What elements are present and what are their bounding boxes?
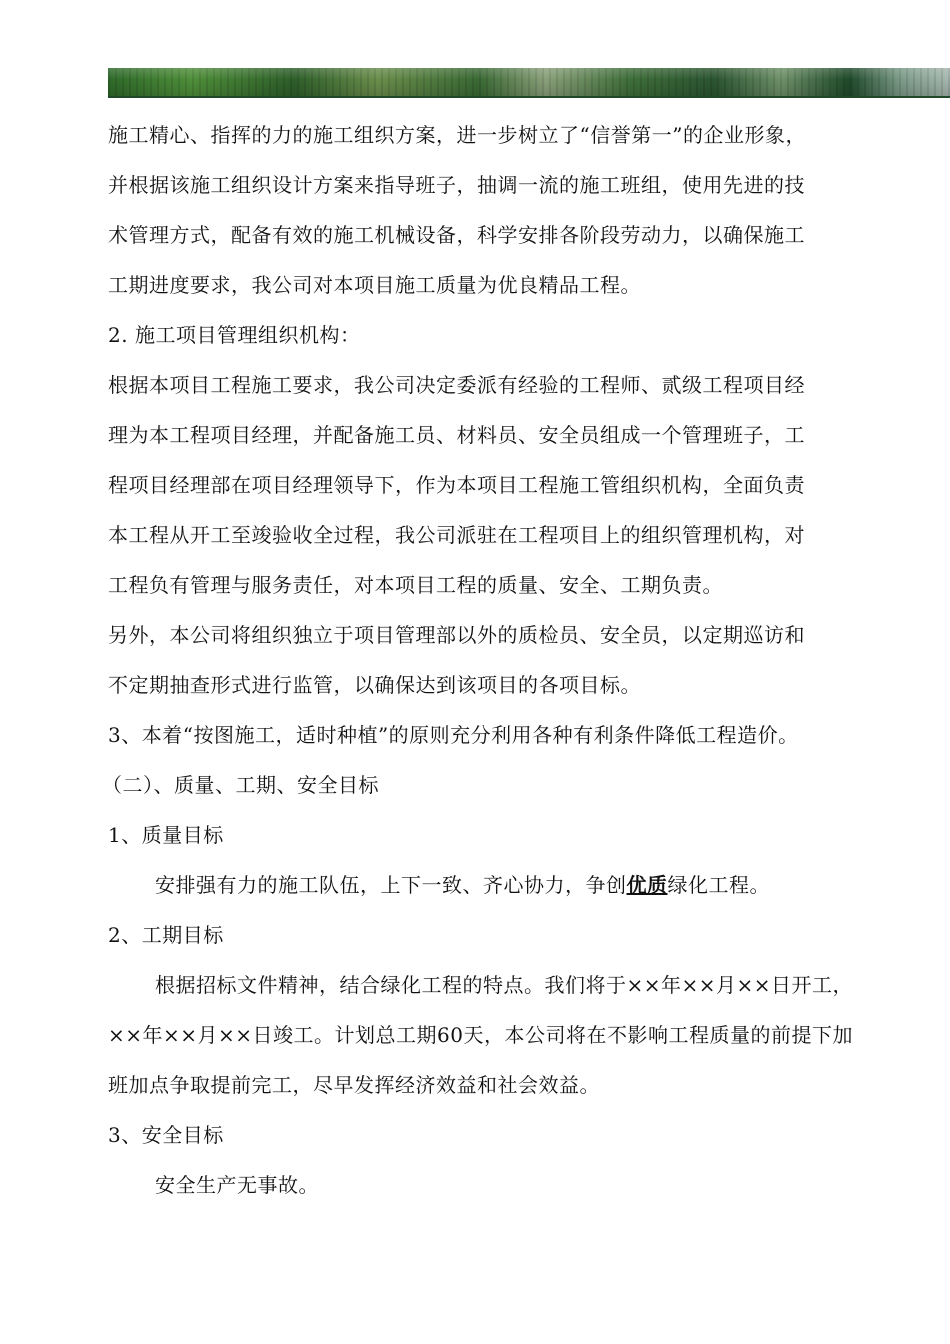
paragraph-line: 程项目经理部在项目经理领导下，作为本项目工程施工管组织机构，全面负责 <box>108 473 805 497</box>
text-run: 安排强有力的施工队伍，上下一致、齐心协力，争创 <box>155 873 627 897</box>
header-banner-image <box>108 68 950 96</box>
paragraph-line: 本工程从开工至竣验收全过程，我公司派驻在工程项目上的组织管理机构，对 <box>108 523 805 547</box>
paragraph-line: 根据本项目工程施工要求，我公司决定委派有经验的工程师、贰级工程项目经 <box>108 373 805 397</box>
paragraph-line: 术管理方式，配备有效的施工机械设备，科学安排各阶段劳动力，以确保施工 <box>108 223 805 247</box>
paragraph-line: 另外，本公司将组织独立于项目管理部以外的质检员、安全员，以定期巡访和 <box>108 623 805 647</box>
paragraph-line: 安全生产无事故。 <box>155 1173 319 1197</box>
paragraph-line: ××年××月××日竣工。计划总工期60天，本公司将在不影响工程质量的前提下加 <box>108 1023 853 1047</box>
subsection-heading: 3、安全目标 <box>108 1123 224 1147</box>
paragraph-line: 根据招标文件精神，结合绿化工程的特点。我们将于××年××月××日开工， <box>155 973 854 997</box>
section-heading: 2. 施工项目管理组织机构： <box>108 323 361 347</box>
paragraph-line: 理为本工程项目经理，并配备施工员、材料员、安全员组成一个管理班子，工 <box>108 423 805 447</box>
subsection-heading: 2、工期目标 <box>108 923 224 947</box>
paragraph-line: 3、本着“按图施工，适时种植”的原则充分利用各种有利条件降低工程造价。 <box>108 723 799 747</box>
emphasized-text: 优质 <box>626 873 668 897</box>
paragraph-line: 工期进度要求，我公司对本项目施工质量为优良精品工程。 <box>108 273 641 297</box>
document-body <box>102 110 888 1210</box>
paragraph-line <box>108 860 888 910</box>
paragraph-line: 工程负有管理与服务责任，对本项目工程的质量、安全、工期负责。 <box>108 573 723 597</box>
paragraph-line: 不定期抽查形式进行监管，以确保达到该项目的各项目标。 <box>108 673 641 697</box>
header-divider <box>108 96 950 98</box>
paragraph-line: 班加点争取提前完工，尽早发挥经济效益和社会效益。 <box>108 1073 600 1097</box>
section-heading: （二）、质量、工期、安全目标 <box>102 773 379 797</box>
paragraph-line: 施工精心、指挥的力的施工组织方案，进一步树立了“信誉第一”的企业形象， <box>108 123 806 147</box>
paragraph-line: 并根据该施工组织设计方案来指导班子，抽调一流的施工班组，使用先进的技 <box>108 173 805 197</box>
text-run: 绿化工程。 <box>667 873 770 897</box>
subsection-heading: 1、质量目标 <box>108 823 224 847</box>
